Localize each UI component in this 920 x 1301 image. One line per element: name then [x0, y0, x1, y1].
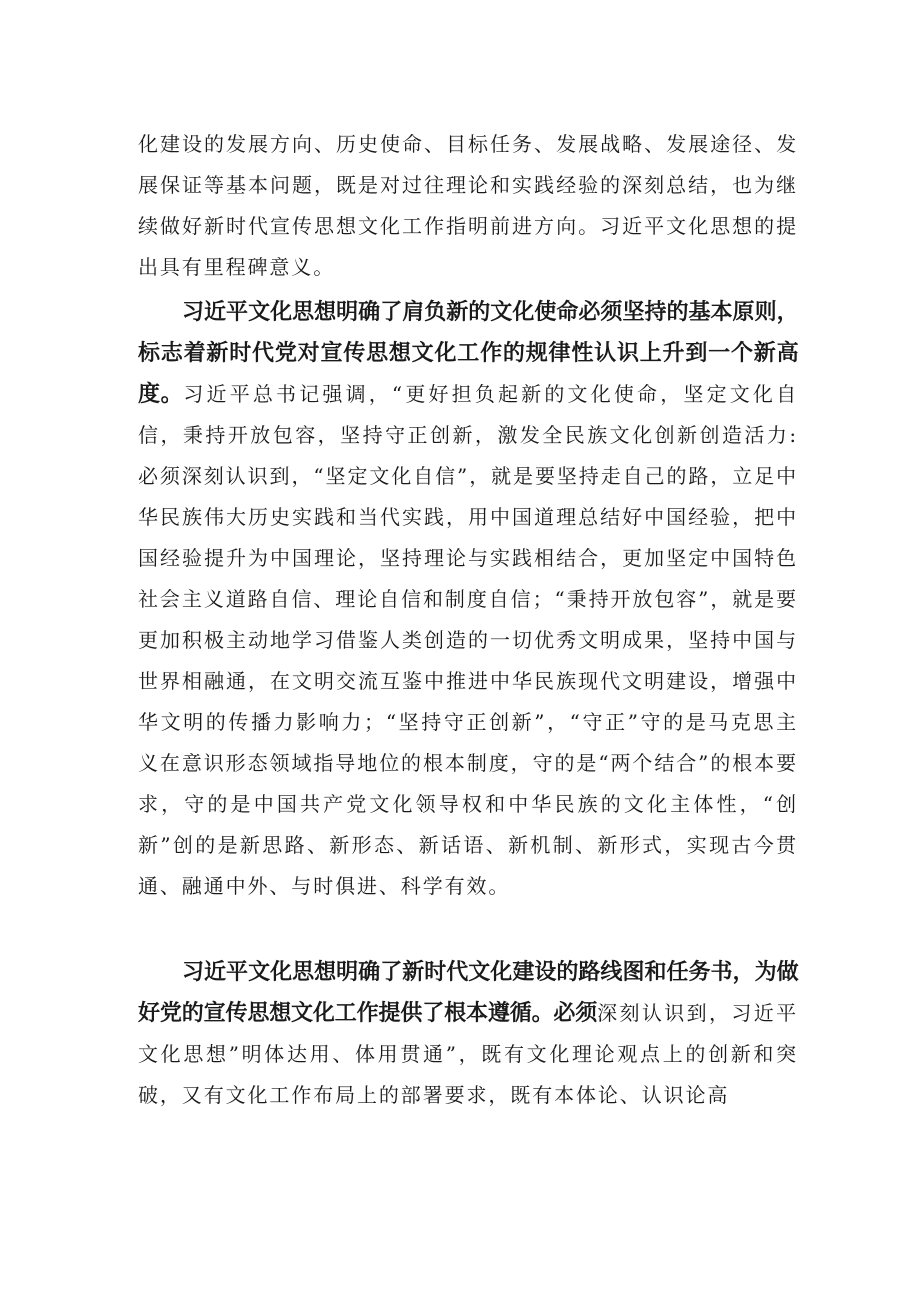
paragraph-2-body: 习近平总书记强调，“更好担负起新的文化使命，坚定文化自信，秉持开放包容，坚持守正创新，激发全民族文化创新创造活力:必须深刻认识到，“坚定文化自信”，就是要坚持走自己的路，立足中华民族伟大历史实践和当代实践，用中国道理总结好中国经验，把中国经验提升为中国理论，坚持理论与实践相结合，更加坚定中国特色社会主义道路自信、理论自信和制度自信；“秉持开放包容”，就是要更加积极主动地学习借鉴人类创造的一切优秀文明成果，坚持中国与世界相融通，在文明交流互鉴中推进中华民族现代文明建设，增强中华文明的传播力影响力；“坚持守正创新”，“守正”守的是马克思主义在意识形态领域指导地位的根本制度，守的是“两个结合”的根本要求，守的是中国共产党文化领导权和中华民族的文化主体性，“创新”创的是新思路、新形态、新话语、新机制、新形式，实现古今贯通、融通中外、与时俱进、科学有效。	[138, 382, 798, 898]
paragraph-2-lead: 习近平文化思想明确了肩负新的文化使命必须坚持的基本原则，标志着新时代党对宣传思想文化工作的规律性认识上升到一个新高度。	[138, 300, 798, 407]
paragraph-3-body: 深刻认识到，习近平文化思想”明体达用、体用贯通”，既有文化理论观点上的创新和突破，又有文化工作布局上的部署要求，既有本体论、认识论高	[138, 1001, 798, 1107]
paragraph-3-lead: 习近平文化思想明确了新时代文化建设的路线图和任务书，为做好党的宣传思想文化工作提供了根本遵循。必须	[138, 960, 798, 1026]
paragraph-1-body: 化建设的发展方向、历史使命、目标任务、发展战略、发展途径、发展保证等基本问题，既是对过往理论和实践经验的深刻总结，也为继续做好新时代宣传思想文化工作指明前进方向。习近平文化思想的提出具有里程碑意义。	[138, 132, 798, 279]
paragraph-3	[138, 952, 798, 1116]
paragraph-1	[138, 124, 798, 288]
paragraph-2	[138, 292, 798, 907]
